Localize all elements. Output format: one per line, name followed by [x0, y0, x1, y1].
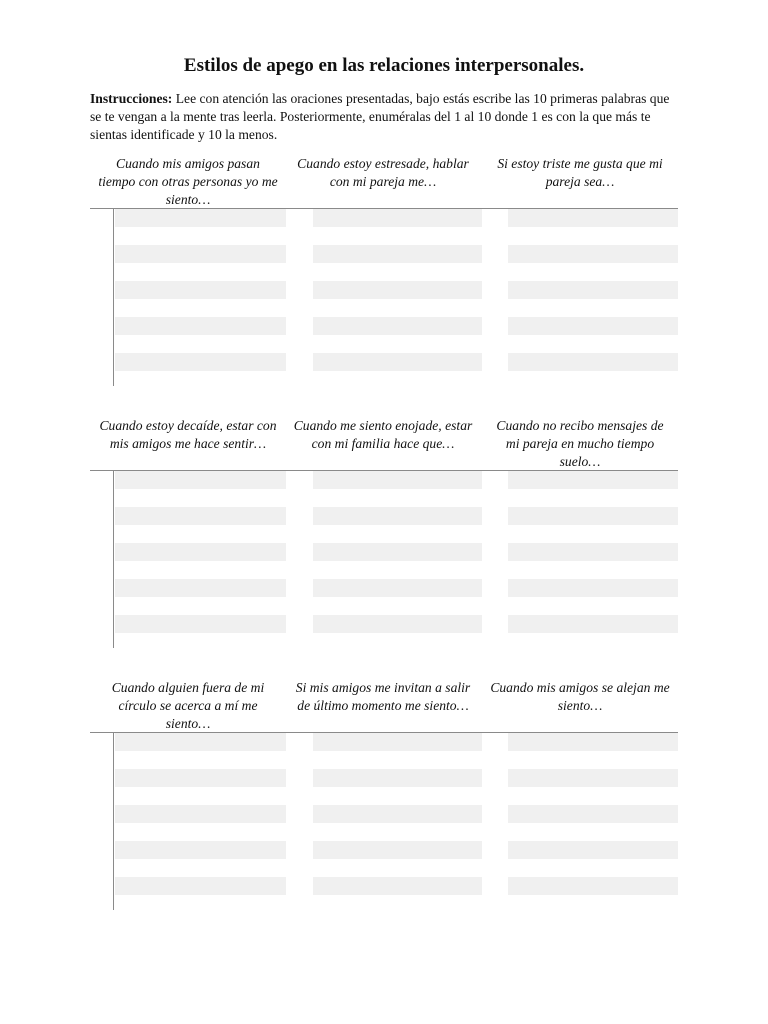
answer-row — [508, 769, 678, 787]
answer-row — [115, 507, 286, 525]
answer-row — [508, 507, 678, 525]
answer-row — [508, 209, 678, 227]
answer-row — [313, 543, 482, 561]
prompt-1-1: Cuando mis amigos pasan tiempo con otras personas yo me siento… — [98, 156, 278, 207]
answer-row — [508, 615, 678, 633]
answer-row — [313, 507, 482, 525]
prompt-2-3: Cuando no recibo mensajes de mi pareja en mucho tiempo suelo… — [496, 418, 664, 469]
prompt-2-1: Cuando estoy decaíde, estar con mis amigos me hace sentir… — [99, 418, 277, 451]
instructions — [90, 90, 680, 144]
answer-row — [508, 471, 678, 489]
answer-row — [115, 877, 286, 895]
answer-row — [508, 805, 678, 823]
answer-row — [508, 353, 678, 371]
answer-row — [313, 579, 482, 597]
answer-row — [115, 245, 286, 263]
instructions-label: Instrucciones: — [90, 91, 173, 106]
answer-row — [313, 317, 482, 335]
answer-row — [115, 769, 286, 787]
answer-row — [313, 841, 482, 859]
instructions-text: Lee con atención las oraciones presentadas, bajo estás escribe las 10 primeras palabras que se te vengan a la mente tras leerla. Posteriormente, enuméralas del 1 al 10 donde 1 es con la que más te sientas identificade y 10 la menos. — [90, 91, 670, 142]
answer-row — [313, 877, 482, 895]
margin-line — [113, 732, 114, 910]
answer-row — [313, 281, 482, 299]
answer-row — [313, 245, 482, 263]
prompt-1-3: Si estoy triste me gusta que mi pareja sea… — [497, 156, 663, 189]
answer-row — [313, 769, 482, 787]
answer-row — [115, 281, 286, 299]
answer-row — [313, 615, 482, 633]
answer-row — [508, 579, 678, 597]
answer-row — [115, 353, 286, 371]
answer-row — [115, 733, 286, 751]
answer-row — [508, 281, 678, 299]
prompt-3-1: Cuando alguien fuera de mi círculo se acerca a mí me siento… — [111, 680, 265, 731]
answer-row — [115, 471, 286, 489]
page-title: Estilos de apego en las relaciones interpersonales. — [183, 55, 585, 76]
answer-row — [115, 805, 286, 823]
answer-row — [508, 245, 678, 263]
answer-row — [115, 543, 286, 561]
answer-row — [115, 317, 286, 335]
answer-row — [508, 877, 678, 895]
margin-line — [113, 470, 114, 648]
prompt-3-3: Cuando mis amigos se alejan me siento… — [490, 680, 670, 713]
answer-row — [115, 615, 286, 633]
answer-row — [115, 579, 286, 597]
prompt-3-2: Si mis amigos me invitan a salir de último momento me siento… — [295, 680, 471, 713]
answer-row — [313, 805, 482, 823]
answer-row — [313, 353, 482, 371]
prompt-1-2: Cuando estoy estresade, hablar con mi pareja me… — [297, 156, 469, 189]
answer-row — [313, 733, 482, 751]
answer-row — [508, 543, 678, 561]
answer-row — [313, 209, 482, 227]
margin-line — [113, 208, 114, 386]
answer-row — [115, 841, 286, 859]
answer-row — [508, 733, 678, 751]
prompt-2-2: Cuando me siento enojade, estar con mi familia hace que… — [293, 418, 473, 451]
answer-row — [508, 841, 678, 859]
answer-row — [508, 317, 678, 335]
answer-row — [313, 471, 482, 489]
answer-row — [115, 209, 286, 227]
